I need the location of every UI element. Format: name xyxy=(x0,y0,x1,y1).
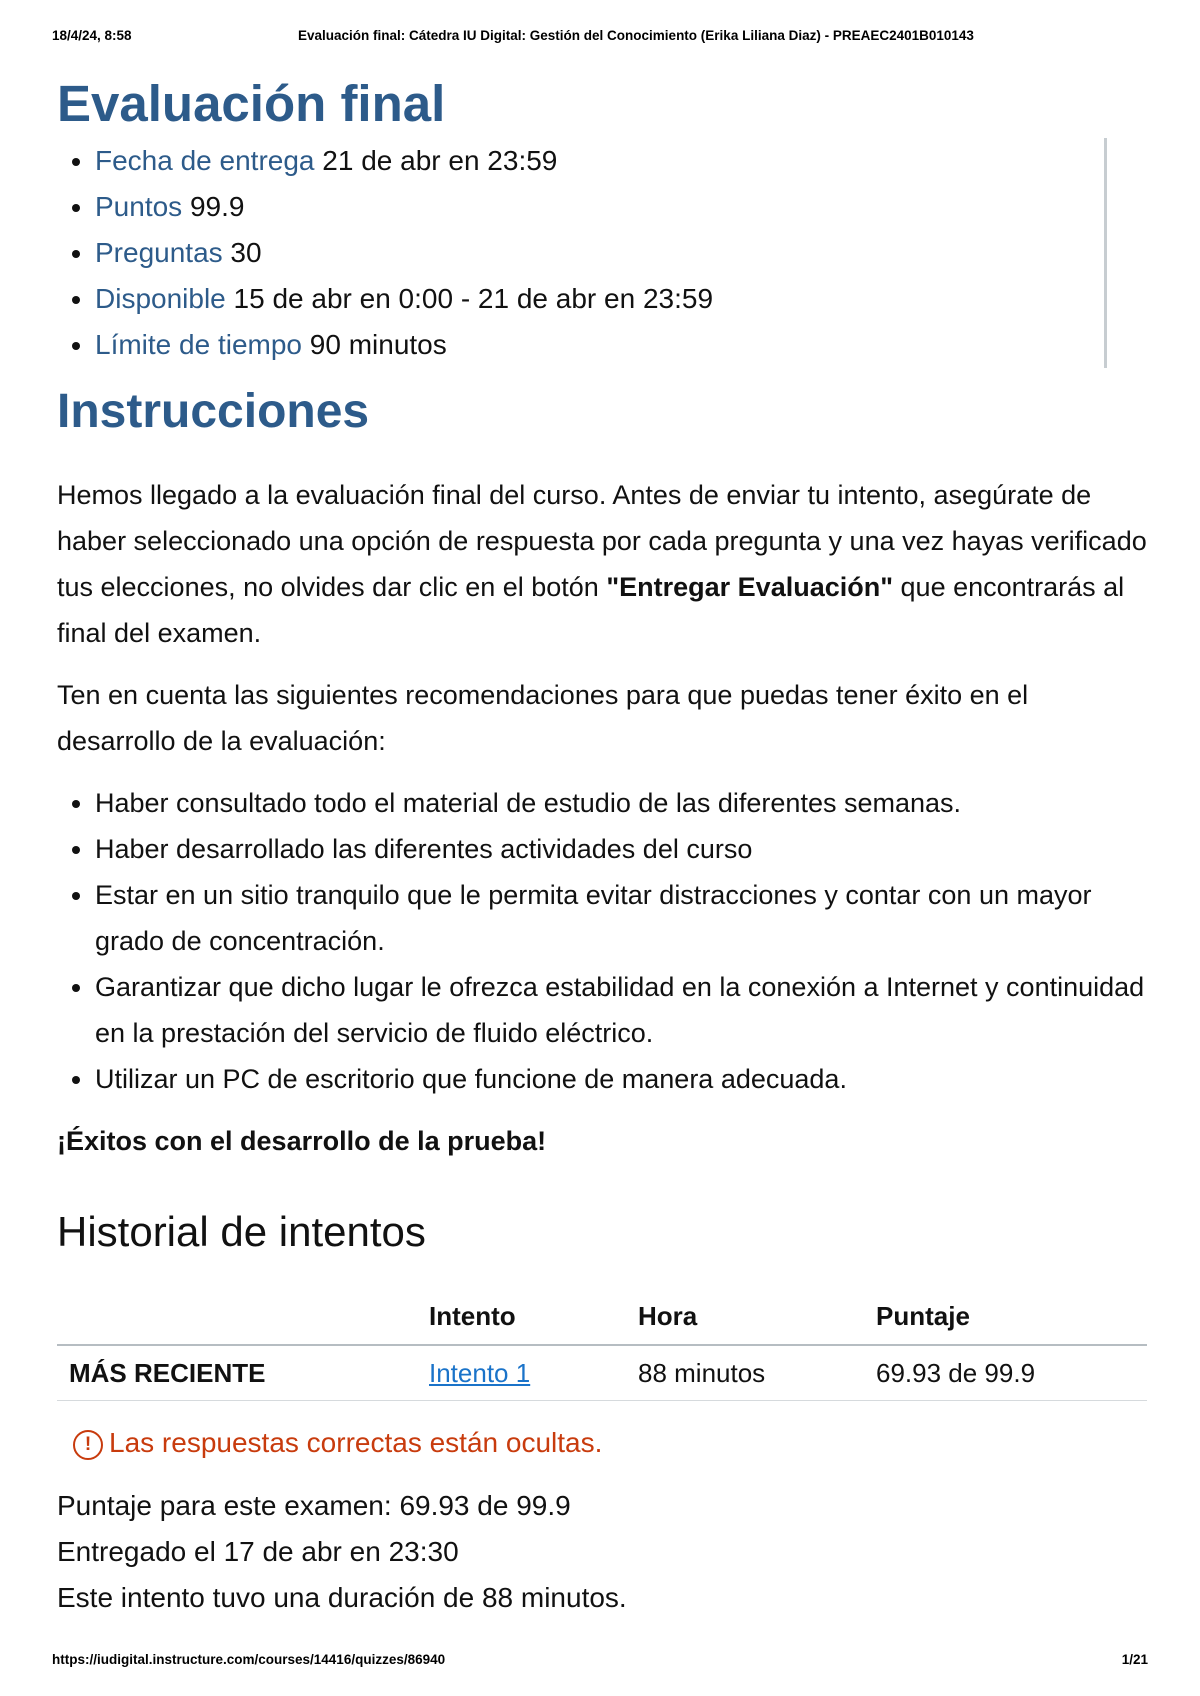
recommendation-item: • Utilizar un PC de escritorio que funcione de manera adecuada. xyxy=(95,1056,1147,1102)
quiz-score: Puntaje para este examen: 69.93 de 99.9 xyxy=(57,1490,571,1521)
detail-points xyxy=(95,184,1104,230)
page-number: 1/21 xyxy=(1121,1652,1148,1667)
detail-value: 90 minutos xyxy=(309,329,447,360)
detail-available xyxy=(95,276,1104,322)
attempt-time: 88 minutos xyxy=(626,1345,864,1401)
detail-due-date xyxy=(95,138,1104,184)
recommendation-item: • Haber consultado todo el material de estudio de las diferentes semanas. xyxy=(95,780,1147,826)
recommendation-item: • Garantizar que dicho lugar le ofrezca estabilidad en la conexión a Internet y continuidad en la prestación del servicio de fluido eléctrico. xyxy=(95,964,1147,1056)
alert-circle-icon: ! xyxy=(73,1430,103,1460)
attempt-1-link[interactable]: Intento 1 xyxy=(429,1357,531,1388)
recommendation-item: • Haber desarrollado las diferentes actividades del curso xyxy=(95,826,1147,872)
print-footer xyxy=(52,1652,1148,1672)
attempt-status: MÁS RECIENTE xyxy=(57,1345,417,1401)
answers-hidden-warning xyxy=(73,1423,1147,1463)
instructions-paragraph-1 xyxy=(57,472,1147,656)
quiz-details-list xyxy=(57,138,1107,368)
detail-value: 30 xyxy=(230,237,262,268)
column-header xyxy=(57,1288,417,1345)
attempt-summary xyxy=(57,1483,1147,1621)
paragraph-text: que encontrarás al final del examen. xyxy=(57,572,1125,648)
column-header-attempt: Intento xyxy=(417,1288,626,1345)
column-header-time: Hora xyxy=(626,1288,864,1345)
column-header-score: Puntaje xyxy=(864,1288,1147,1345)
detail-time-limit xyxy=(95,322,1104,368)
page-title: Evaluación final xyxy=(57,75,446,132)
instructions-paragraph-2: Ten en cuenta las siguientes recomendaciones para que puedas tener éxito en el desarrollo de la evaluación: xyxy=(57,680,1029,756)
submitted-date: Entregado el 17 de abr en 23:30 xyxy=(57,1536,459,1567)
instructions-heading: Instrucciones xyxy=(57,385,370,438)
detail-label: Disponible xyxy=(95,283,226,314)
recommendations-list xyxy=(57,780,1147,1102)
attempt-duration: Este intento tuvo una duración de 88 minutos. xyxy=(57,1582,627,1613)
print-url: https://iudigital.instructure.com/courses/14416/quizzes/86940 xyxy=(52,1652,446,1667)
table-row xyxy=(57,1345,1147,1401)
detail-questions xyxy=(95,230,1104,276)
detail-value: 21 de abr en 23:59 xyxy=(322,145,558,176)
print-date: 18/4/24, 8:58 xyxy=(52,28,132,43)
print-document-title: Evaluación final: Cátedra IU Digital: Gestión del Conocimiento (Erika Liliana Diaz) - PREAEC2401B010143 xyxy=(298,28,974,43)
attempt-history-table xyxy=(57,1288,1147,1401)
attempt-cell xyxy=(417,1345,626,1401)
attempt-history-heading: Historial de intentos xyxy=(57,1208,426,1255)
detail-label: Fecha de entrega xyxy=(95,145,315,176)
print-header xyxy=(52,28,1148,48)
detail-value: 15 de abr en 0:00 - 21 de abr en 23:59 xyxy=(233,283,714,314)
instructions-body xyxy=(57,472,1147,1164)
closing-message: ¡Éxitos con el desarrollo de la prueba! xyxy=(57,1126,547,1156)
detail-value: 99.9 xyxy=(189,191,245,222)
detail-label: Preguntas xyxy=(95,237,223,268)
quiz-content xyxy=(57,70,1147,1621)
submit-button-reference: "Entregar Evaluación" xyxy=(606,572,894,602)
detail-label: Puntos xyxy=(95,191,183,222)
detail-label: Límite de tiempo xyxy=(95,329,302,360)
attempt-score: 69.93 de 99.9 xyxy=(864,1345,1147,1401)
table-header-row xyxy=(57,1288,1147,1345)
recommendation-item: • Estar en un sitio tranquilo que le permita evitar distracciones y contar con un mayor grado de concentración. xyxy=(95,872,1147,964)
warning-text: Las respuestas correctas están ocultas. xyxy=(109,1427,603,1458)
paragraph-text: Hemos llegado a la evaluación final del curso. Antes de enviar tu intento, asegúrate de haber seleccionado una opción de respuesta por cada pregunta y una vez hayas verificado tus elecciones, no olvides dar clic en el botón xyxy=(57,480,1147,602)
